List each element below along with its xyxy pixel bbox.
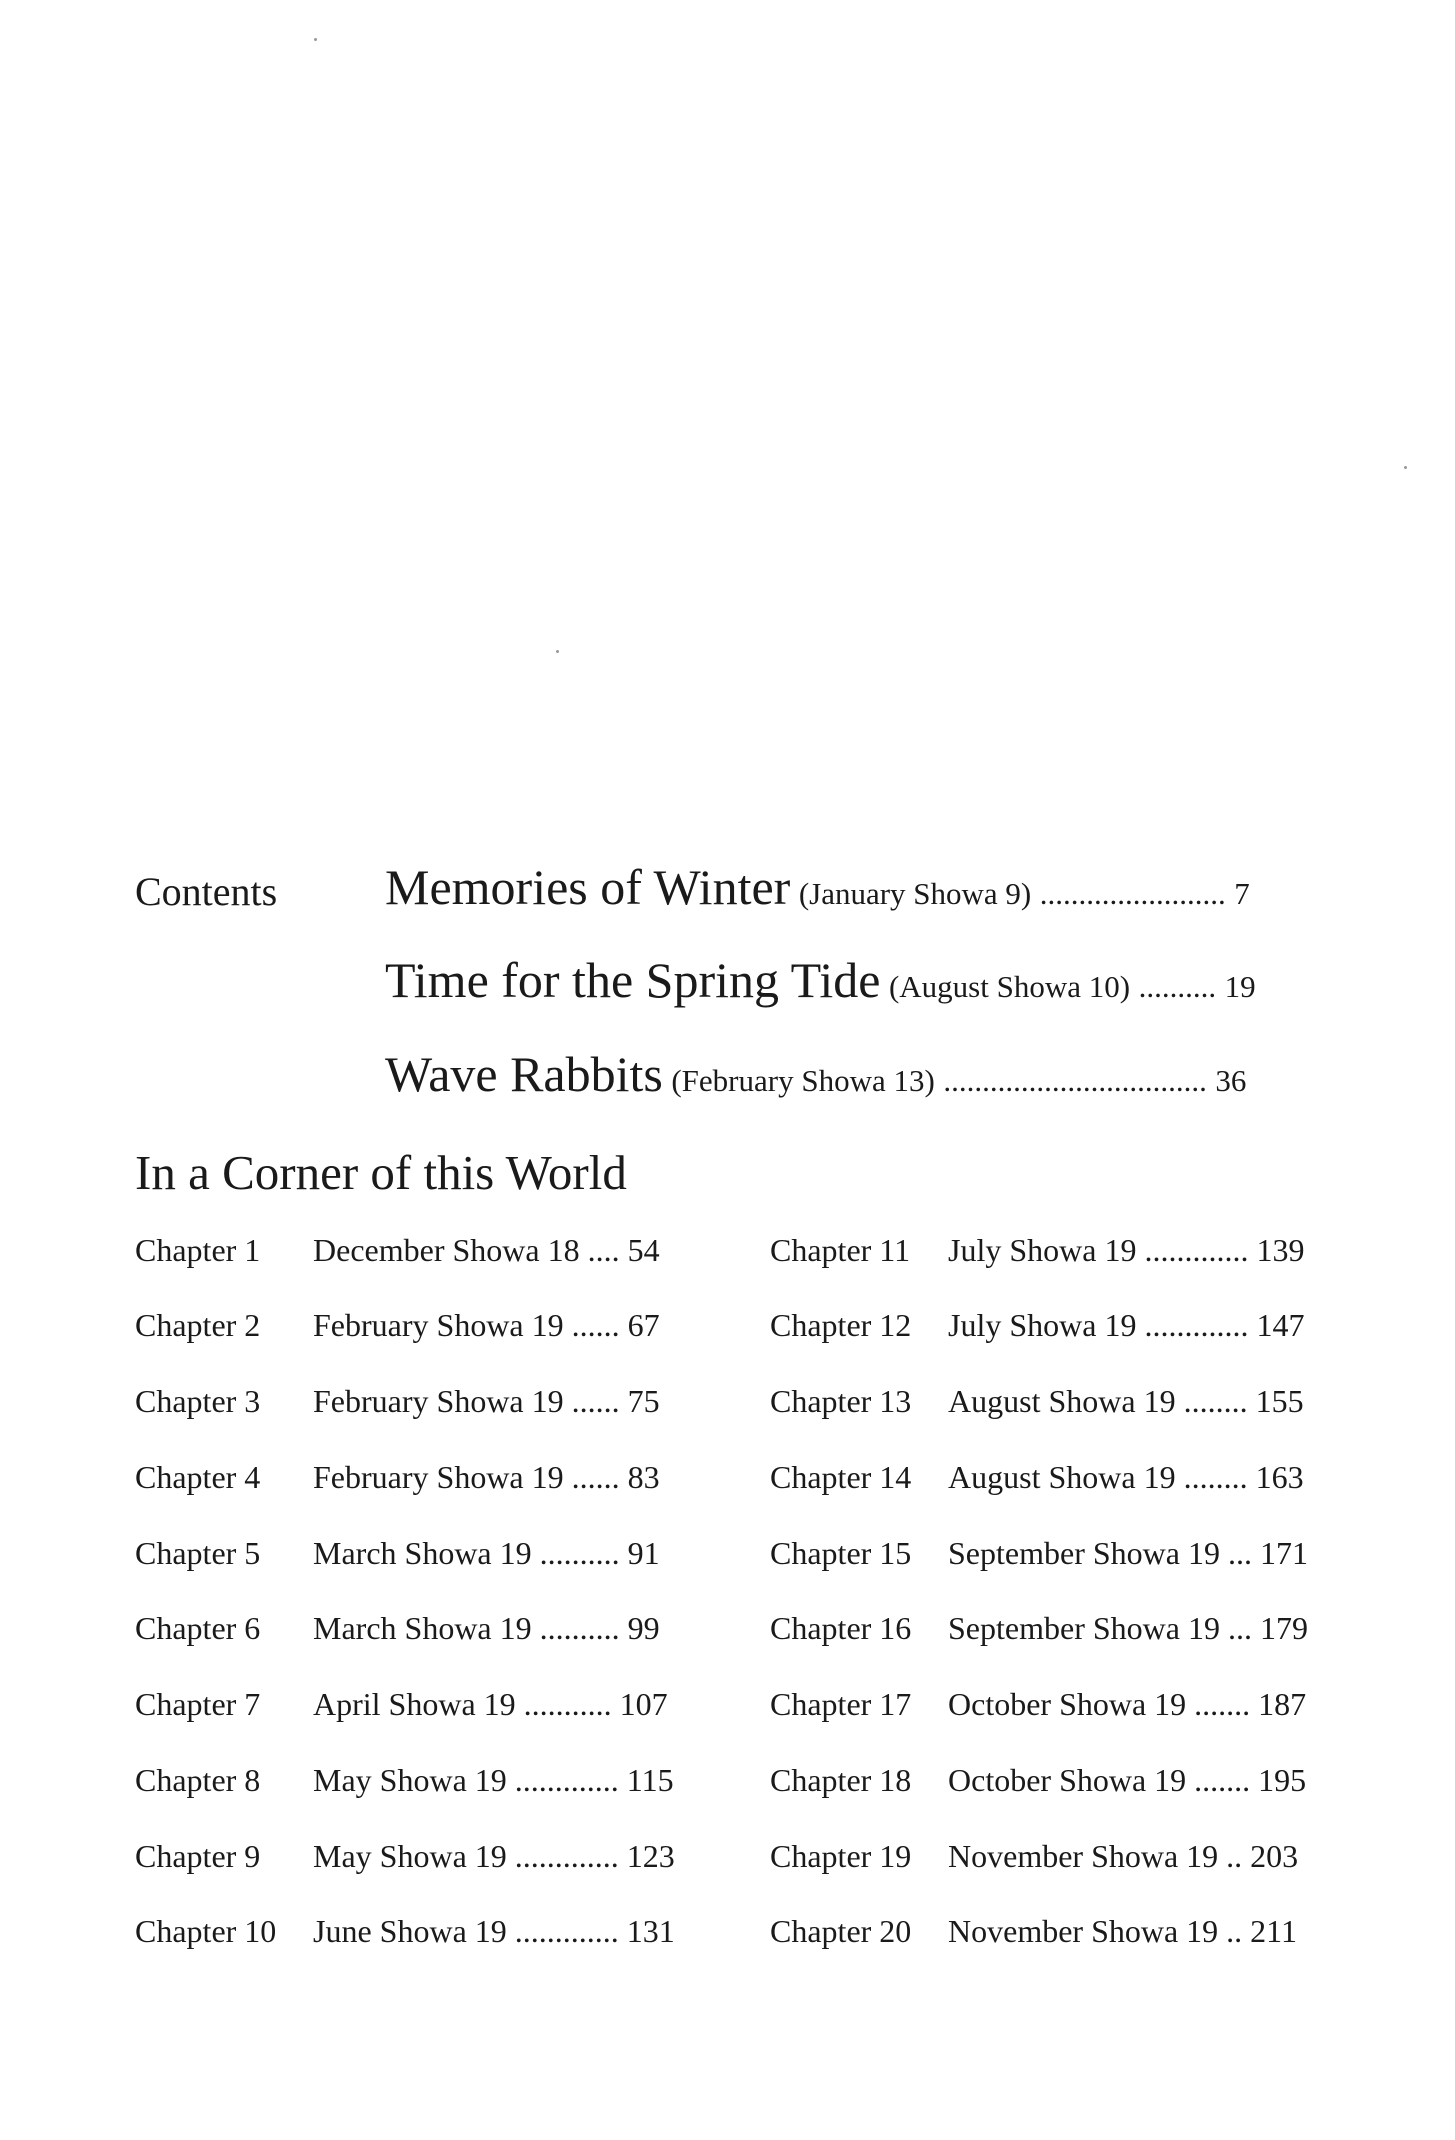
chapter-entry bbox=[135, 1232, 660, 1269]
chapter-number: Chapter 13 bbox=[770, 1383, 912, 1419]
chapter-date-page: May Showa 19 ............. 115 bbox=[313, 1762, 674, 1798]
story-date: (August Showa 10) bbox=[888, 969, 1131, 1004]
story-leader: ........................ bbox=[1039, 876, 1226, 911]
chapter-number: Chapter 9 bbox=[135, 1838, 261, 1874]
chapter-date-page: February Showa 19 ...... 75 bbox=[313, 1383, 660, 1419]
chapter-entry bbox=[770, 1535, 1308, 1572]
chapter-entry bbox=[135, 1459, 660, 1496]
story-page: 19 bbox=[1224, 969, 1256, 1004]
chapter-entry bbox=[135, 1535, 660, 1572]
chapter-date-page: September Showa 19 ... 171 bbox=[948, 1535, 1308, 1571]
chapter-number: Chapter 8 bbox=[135, 1762, 261, 1798]
chapter-entry bbox=[770, 1838, 1298, 1875]
chapter-entry bbox=[135, 1383, 660, 1420]
chapter-number: Chapter 3 bbox=[135, 1383, 261, 1419]
chapter-entry bbox=[770, 1383, 1304, 1420]
chapter-number: Chapter 14 bbox=[770, 1459, 912, 1495]
chapter-date-page: October Showa 19 ....... 187 bbox=[948, 1686, 1307, 1722]
chapter-date-page: October Showa 19 ....... 195 bbox=[948, 1762, 1307, 1798]
chapter-number: Chapter 10 bbox=[135, 1913, 277, 1949]
chapter-entry bbox=[770, 1686, 1306, 1723]
scan-speck bbox=[314, 38, 317, 41]
chapter-date-page: December Showa 18 .... 54 bbox=[313, 1232, 660, 1268]
section-title: In a Corner of this World bbox=[135, 1145, 627, 1200]
chapter-number: Chapter 20 bbox=[770, 1913, 912, 1949]
chapter-date-page: March Showa 19 .......... 99 bbox=[313, 1610, 660, 1646]
chapter-date-page: September Showa 19 ... 179 bbox=[948, 1610, 1308, 1646]
scan-speck bbox=[556, 650, 559, 653]
story-title: Memories of Winter bbox=[385, 859, 791, 915]
chapter-date-page: May Showa 19 ............. 123 bbox=[313, 1838, 675, 1874]
chapter-entry bbox=[770, 1762, 1306, 1799]
story-page: 36 bbox=[1215, 1063, 1247, 1098]
chapter-entry bbox=[770, 1913, 1297, 1950]
story-entry bbox=[385, 951, 1256, 1009]
chapter-entry bbox=[135, 1913, 675, 1950]
story-leader: .......... bbox=[1138, 969, 1217, 1004]
chapter-entry bbox=[135, 1838, 675, 1875]
chapter-number: Chapter 19 bbox=[770, 1838, 912, 1874]
story-entry bbox=[385, 858, 1250, 916]
chapter-number: Chapter 6 bbox=[135, 1610, 261, 1646]
chapter-number: Chapter 15 bbox=[770, 1535, 912, 1571]
story-page: 7 bbox=[1234, 876, 1250, 911]
chapter-number: Chapter 16 bbox=[770, 1610, 912, 1646]
chapter-entry bbox=[135, 1686, 668, 1723]
chapter-entry bbox=[135, 1762, 674, 1799]
chapter-number: Chapter 2 bbox=[135, 1307, 261, 1343]
story-date: (January Showa 9) bbox=[798, 876, 1032, 911]
chapter-date-page: August Showa 19 ........ 163 bbox=[948, 1459, 1304, 1495]
chapter-number: Chapter 18 bbox=[770, 1762, 912, 1798]
chapter-date-page: February Showa 19 ...... 83 bbox=[313, 1459, 660, 1495]
chapter-number: Chapter 7 bbox=[135, 1686, 261, 1722]
chapter-entry bbox=[135, 1307, 660, 1344]
scan-speck bbox=[1404, 466, 1407, 469]
chapter-number: Chapter 1 bbox=[135, 1232, 261, 1268]
story-title: Time for the Spring Tide bbox=[385, 952, 881, 1008]
chapter-date-page: November Showa 19 .. 211 bbox=[948, 1913, 1297, 1949]
chapter-date-page: November Showa 19 .. 203 bbox=[948, 1838, 1299, 1874]
chapter-number: Chapter 4 bbox=[135, 1459, 261, 1495]
chapter-date-page: April Showa 19 ........... 107 bbox=[313, 1686, 668, 1722]
chapter-date-page: March Showa 19 .......... 91 bbox=[313, 1535, 660, 1571]
story-date: (February Showa 13) bbox=[671, 1063, 935, 1098]
chapter-date-page: February Showa 19 ...... 67 bbox=[313, 1307, 660, 1343]
story-entry bbox=[385, 1045, 1246, 1103]
chapter-date-page: August Showa 19 ........ 155 bbox=[948, 1383, 1304, 1419]
contents-label: Contents bbox=[135, 869, 278, 914]
chapter-entry bbox=[135, 1610, 660, 1647]
chapter-date-page: July Showa 19 ............. 147 bbox=[948, 1307, 1305, 1343]
chapter-number: Chapter 17 bbox=[770, 1686, 912, 1722]
chapter-number: Chapter 11 bbox=[770, 1232, 911, 1268]
chapter-entry bbox=[770, 1459, 1304, 1496]
story-title: Wave Rabbits bbox=[385, 1046, 663, 1102]
chapter-date-page: July Showa 19 ............. 139 bbox=[948, 1232, 1305, 1268]
chapter-entry bbox=[770, 1610, 1308, 1647]
chapter-entry bbox=[770, 1307, 1304, 1344]
story-leader: .................................. bbox=[943, 1063, 1207, 1098]
chapter-number: Chapter 12 bbox=[770, 1307, 912, 1343]
chapter-entry bbox=[770, 1232, 1304, 1269]
chapter-date-page: June Showa 19 ............. 131 bbox=[313, 1913, 675, 1949]
chapter-number: Chapter 5 bbox=[135, 1535, 261, 1571]
